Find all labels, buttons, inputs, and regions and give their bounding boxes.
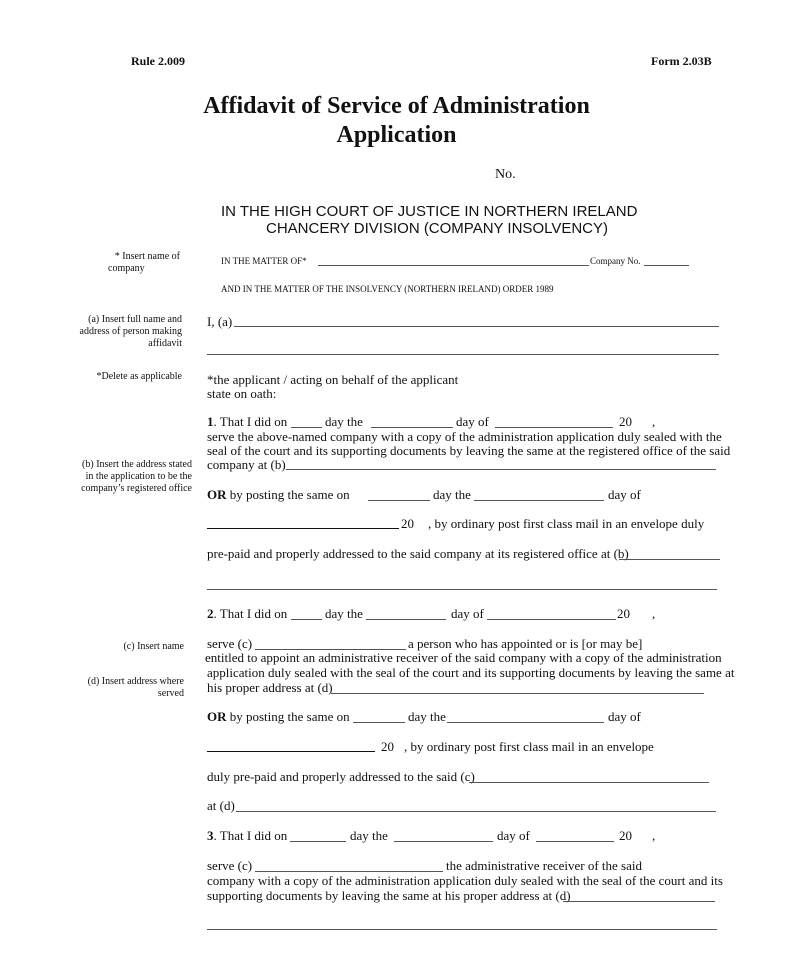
- note-person: (a) Insert full name and address of person making affidavit: [79, 314, 182, 349]
- court-name: IN THE HIGH COURT OF JUSTICE IN NORTHERN IRELAND: [221, 203, 638, 220]
- para2-at-d: at (d): [207, 798, 235, 813]
- para1-day-the: day the: [325, 414, 363, 429]
- para2-month-line[interactable]: [366, 619, 446, 620]
- para2-comma: ,: [652, 606, 656, 621]
- para2-twenty2: 20: [381, 739, 394, 754]
- deponent-address-line[interactable]: [207, 354, 719, 355]
- para2-or-day-of: day of: [608, 709, 641, 724]
- para3-address-line[interactable]: [563, 901, 715, 902]
- number-label: No.: [495, 167, 516, 182]
- para3-day-line[interactable]: [290, 841, 346, 842]
- para2-duly: duly pre-paid and properly addressed to the said (c): [207, 769, 475, 784]
- para2-line4: his proper address at (d): [207, 680, 333, 695]
- note-name: (c) Insert name: [123, 641, 184, 652]
- in-matter-label: IN THE MATTER OF*: [221, 256, 307, 266]
- para2-day-of: day of: [451, 606, 484, 621]
- para3-month-line[interactable]: [394, 841, 493, 842]
- para1-line2: serve the above-named company with a copy of the administration application duly sealed with the: [207, 429, 722, 444]
- para2-date-line[interactable]: [487, 619, 616, 620]
- para2-address-line[interactable]: [331, 693, 704, 694]
- para2-or-day-the: day the: [408, 709, 446, 724]
- rule-number: Rule 2.009: [131, 54, 185, 68]
- para2-post-date-line[interactable]: [207, 751, 375, 752]
- para2-post-month-line[interactable]: [447, 722, 604, 723]
- para3-date-line[interactable]: [536, 841, 614, 842]
- para2-person: a person who has appointed or is [or may be]: [408, 636, 643, 651]
- para2-post-day-line[interactable]: [353, 722, 405, 723]
- form-number: Form 2.03B: [651, 54, 712, 68]
- para1-line3: seal of the court and its supporting documents by leaving the same at the registered office of the said: [207, 443, 731, 458]
- para1-or-day-of: day of: [608, 487, 641, 502]
- para2-line1: 2. That I did on: [207, 606, 288, 621]
- page-title-line2: Application: [336, 122, 457, 148]
- para1-day-of: day of: [456, 414, 489, 429]
- para2-ordinary: , by ordinary post first class mail in an envelope: [404, 739, 654, 754]
- para2-or-line: OR by posting the same on: [207, 709, 350, 724]
- para1-comma: ,: [652, 414, 656, 429]
- oath-text: state on oath:: [207, 386, 277, 401]
- i-a-label: I, (a): [207, 314, 233, 329]
- para1-post-day-line[interactable]: [368, 500, 430, 501]
- note-served: (d) Insert address where served: [87, 676, 184, 699]
- para3-comma: ,: [652, 828, 656, 843]
- para1-reg-office-line[interactable]: [619, 559, 720, 560]
- para2-line3: application duly sealed with the seal of the court and its supporting documents by leaving the same at: [207, 665, 735, 680]
- para1-day-line[interactable]: [291, 427, 322, 428]
- para3-day-of: day of: [497, 828, 530, 843]
- para2-line2: entitled to appoint an administrative receiver of the said company with a copy of the administration: [205, 650, 722, 665]
- para1-or-line: OR by posting the same on: [207, 487, 350, 502]
- para3-line3: supporting documents by leaving the same at his proper address at (d): [207, 888, 571, 903]
- para3-line2: company with a copy of the administration application duly sealed with the seal of the court and its: [207, 873, 723, 888]
- para2-day-line[interactable]: [291, 619, 322, 620]
- para1-post-date-line[interactable]: [207, 528, 399, 529]
- para3-line1: 3. That I did on: [207, 828, 288, 843]
- para1-reg-office-line2[interactable]: [207, 589, 717, 590]
- para1-or-day-the: day the: [433, 487, 471, 502]
- and-matter-label: AND IN THE MATTER OF THE INSOLVENCY (NORTHERN IRELAND) ORDER 1989: [221, 284, 554, 294]
- para1-twenty: 20: [619, 414, 632, 429]
- para2-twenty: 20: [617, 606, 630, 621]
- para3-day-the: day the: [350, 828, 388, 843]
- para3-address-line2[interactable]: [207, 929, 717, 930]
- para1-prepaid: pre-paid and properly addressed to the said company at its registered office at (b): [207, 546, 629, 561]
- para1-line1: 1. That I did on: [207, 414, 288, 429]
- note-company: * Insert name of company: [108, 251, 180, 274]
- company-no-line[interactable]: [644, 265, 689, 266]
- para1-date-line[interactable]: [495, 427, 613, 428]
- para3-serve: serve (c): [207, 858, 253, 873]
- court-division: CHANCERY DIVISION (COMPANY INSOLVENCY): [266, 220, 609, 237]
- para3-name-line[interactable]: [255, 871, 443, 872]
- page-title: Affidavit of Service of Administration: [203, 93, 590, 119]
- para1-twenty2: 20: [401, 516, 414, 531]
- para2-day-the: day the: [325, 606, 363, 621]
- note-delete: *Delete as applicable: [96, 371, 182, 382]
- applicant-text: *the applicant / acting on behalf of the applicant: [207, 372, 459, 387]
- para2-serve: serve (c): [207, 636, 253, 651]
- para1-address-line[interactable]: [286, 469, 716, 470]
- para1-post-month-line[interactable]: [474, 500, 604, 501]
- para2-served-address-line[interactable]: [236, 811, 716, 812]
- company-name-line[interactable]: [318, 265, 589, 266]
- para1-line4: company at (b): [207, 457, 286, 472]
- para1-ordinary: , by ordinary post first class mail in an envelope duly: [428, 516, 705, 531]
- company-no-label: Company No.: [590, 256, 641, 266]
- para3-twenty: 20: [619, 828, 632, 843]
- para2-addressee-line[interactable]: [469, 782, 709, 783]
- deponent-name-line[interactable]: [234, 326, 719, 327]
- note-address: (b) Insert the address stated in the application to be the company’s registered office: [81, 459, 192, 494]
- para3-receiver: the administrative receiver of the said: [446, 858, 643, 873]
- para1-month-line[interactable]: [371, 427, 453, 428]
